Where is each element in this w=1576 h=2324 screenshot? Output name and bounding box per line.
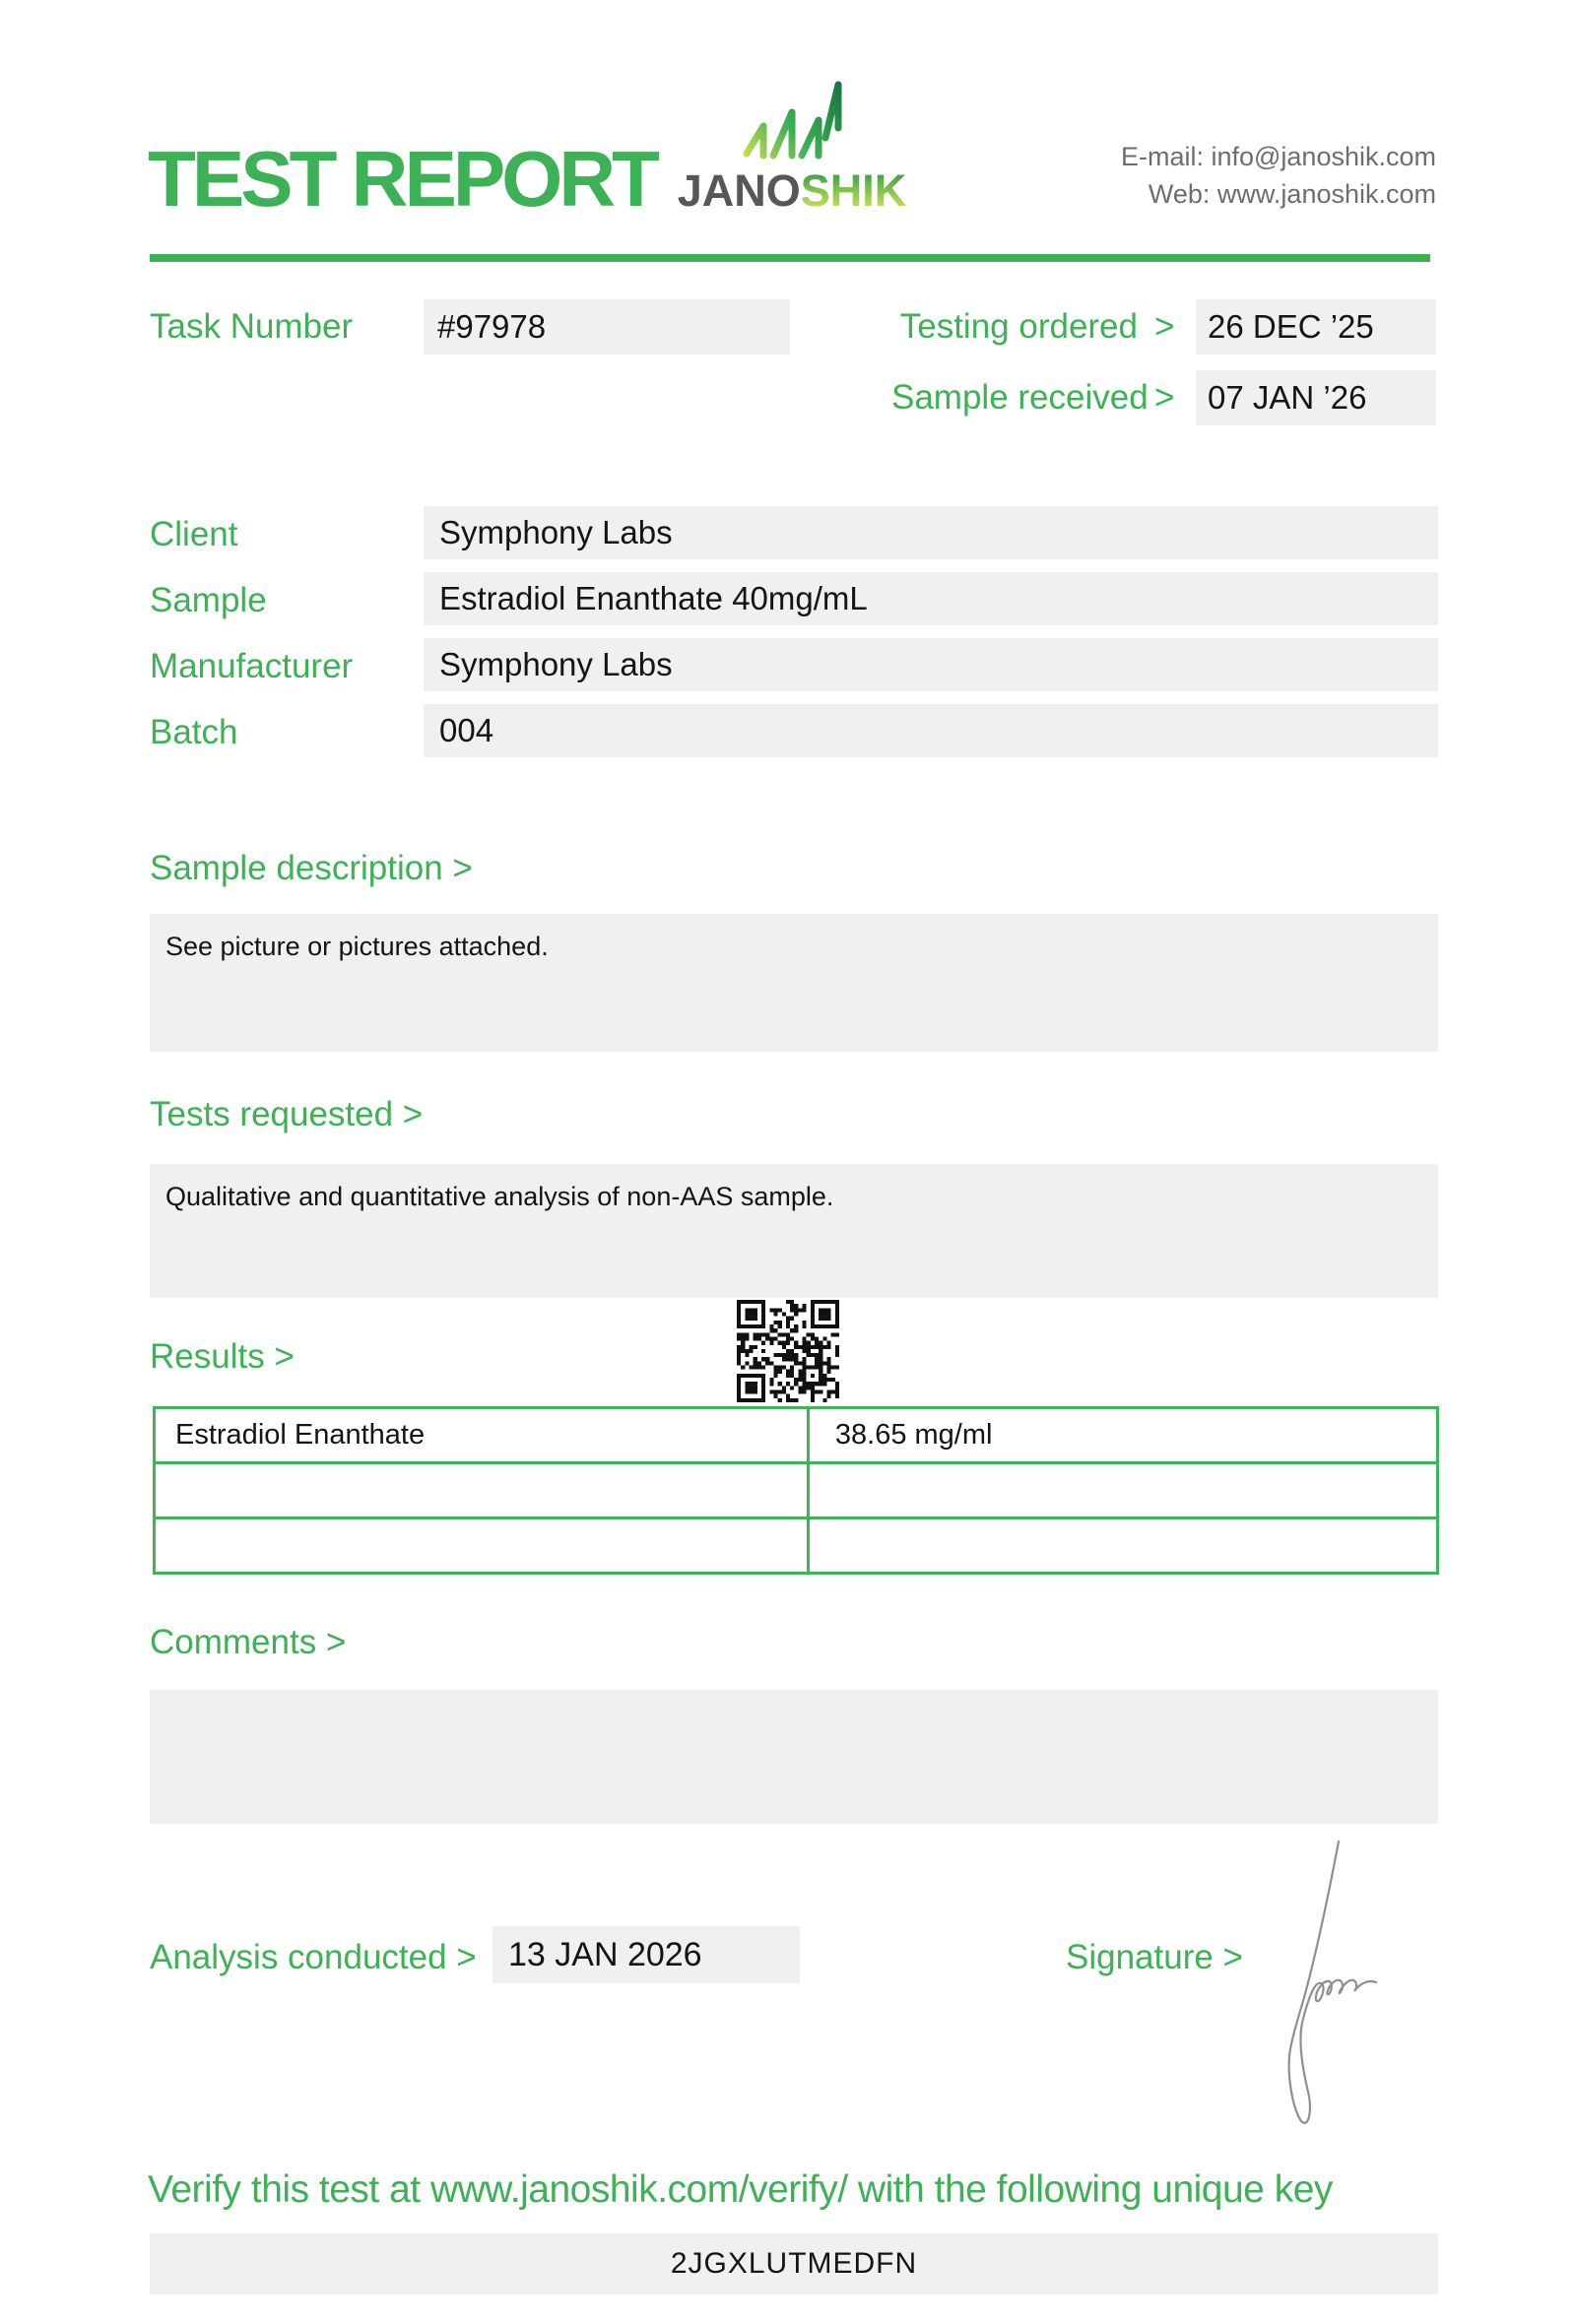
trend-chart-icon: [741, 77, 843, 163]
sample-received-label: Sample received: [891, 378, 1149, 417]
client-value: Symphony Labs: [439, 514, 673, 550]
testing-ordered-date: 26 DEC ’25: [1208, 308, 1374, 345]
task-number-label: Task Number: [150, 307, 354, 346]
manufacturer-value: Symphony Labs: [439, 646, 673, 682]
task-number-value: #97978: [437, 308, 547, 345]
manufacturer-box: [424, 638, 1438, 691]
sample-received-date: 07 JAN ’26: [1208, 379, 1367, 416]
table-row: [156, 1464, 1436, 1519]
testing-ordered-arrow: >: [1154, 307, 1175, 346]
tests-requested-box: [150, 1164, 1438, 1298]
batch-value: 004: [439, 712, 494, 748]
tests-requested-text: Qualitative and quantitative analysis of non-AAS sample.: [165, 1182, 834, 1211]
qr-code: [737, 1300, 839, 1402]
result-concentration: 38.65 mg/ml: [834, 1419, 993, 1451]
client-box: [424, 506, 1438, 559]
comments-text: [150, 1690, 1438, 1706]
sample-description-heading: Sample description >: [150, 849, 473, 887]
contact-web: Web: www.janoshik.com: [1148, 179, 1436, 209]
testing-ordered-label: Testing ordered: [899, 307, 1138, 346]
contact-email: E-mail: info@janoshik.com: [1120, 142, 1436, 171]
table-row: [156, 1409, 1436, 1464]
comments-heading: Comments >: [150, 1623, 347, 1661]
tests-requested-heading: Tests requested >: [150, 1095, 424, 1133]
sample-received-box: [1196, 370, 1436, 425]
sample-box: [424, 572, 1438, 625]
svg-text:JANOSHIK: [678, 169, 906, 213]
batch-label: Batch: [150, 713, 238, 751]
contact-block: [1121, 138, 1436, 213]
verify-instruction: Verify this test at www.janoshik.com/verify/ with the following unique key: [148, 2168, 1333, 2211]
sample-description-text: See picture or pictures attached.: [165, 932, 549, 961]
result-concentration: [810, 1519, 1436, 1572]
page-title: TEST REPORT: [148, 135, 657, 223]
sample-received-arrow: >: [1154, 378, 1175, 417]
testing-ordered-box: [1196, 299, 1436, 355]
results-table: [153, 1406, 1439, 1575]
result-concentration: [810, 1464, 1436, 1517]
signature-image: [1273, 1834, 1391, 2129]
janoshik-logo: [678, 77, 906, 218]
result-substance: Estradiol Enanthate: [156, 1409, 810, 1461]
result-substance: [156, 1464, 810, 1517]
signature-label: Signature >: [1066, 1938, 1243, 1976]
table-row: [156, 1519, 1436, 1572]
wordmark: [678, 169, 906, 213]
batch-box: [424, 704, 1438, 757]
comments-box: [150, 1690, 1438, 1824]
unique-key: 2JGXLUTMEDFN: [670, 2247, 918, 2280]
sample-description-box: [150, 914, 1438, 1052]
sample-label: Sample: [150, 581, 267, 619]
client-label: Client: [150, 515, 238, 553]
task-number-box: [424, 299, 790, 355]
header-divider: [150, 254, 1430, 262]
result-substance: [156, 1519, 810, 1572]
wordmark-shik: SHIK: [800, 169, 906, 213]
sample-value: Estradiol Enanthate 40mg/mL: [439, 580, 868, 616]
unique-key-bar: [150, 2233, 1438, 2294]
results-heading: Results >: [150, 1337, 295, 1376]
analysis-date-box: [492, 1926, 800, 1983]
manufacturer-label: Manufacturer: [150, 647, 354, 685]
analysis-conducted-label: Analysis conducted >: [150, 1938, 477, 1976]
analysis-date: 13 JAN 2026: [508, 1936, 702, 1973]
wordmark-jano: JANO: [678, 169, 801, 213]
